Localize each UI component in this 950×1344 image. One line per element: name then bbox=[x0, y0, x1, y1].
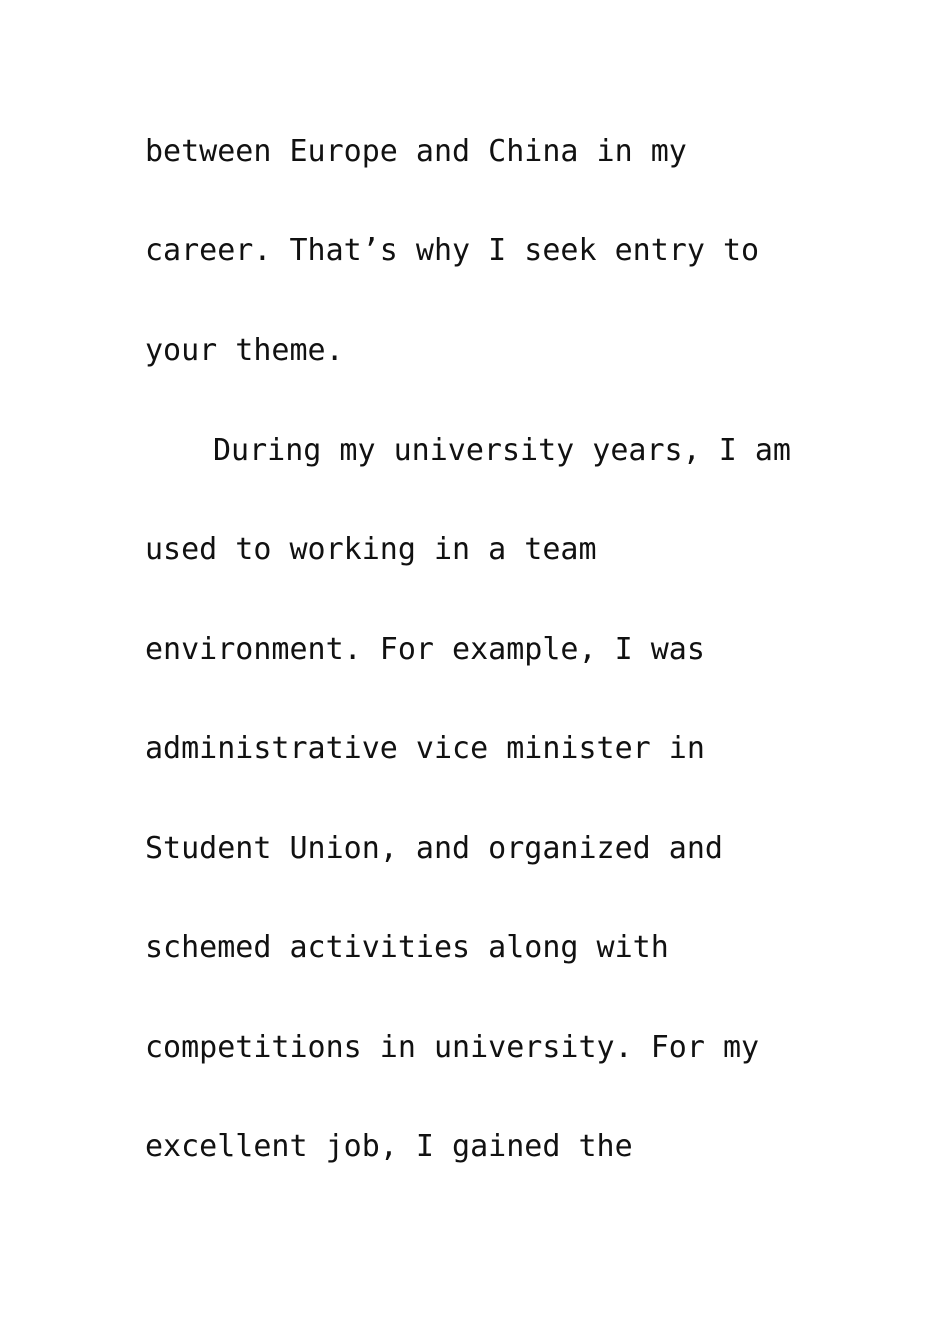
text-line: Student Union, and organized and bbox=[145, 831, 723, 866]
text-line: administrative vice minister in bbox=[145, 731, 705, 766]
text-line: used to working in a team bbox=[145, 532, 597, 567]
text-line: excellent job, I gained the bbox=[145, 1129, 633, 1164]
paragraph-first-line: During my university years, I am bbox=[213, 433, 791, 468]
text-line: between Europe and China in my bbox=[145, 134, 687, 169]
text-line: competitions in university. For my bbox=[145, 1030, 760, 1065]
text-line: career. That’s why I seek entry to bbox=[145, 233, 760, 268]
text-line: your theme. bbox=[145, 333, 344, 368]
text-line: schemed activities along with bbox=[145, 930, 669, 965]
text-line: environment. For example, I was bbox=[145, 632, 705, 667]
